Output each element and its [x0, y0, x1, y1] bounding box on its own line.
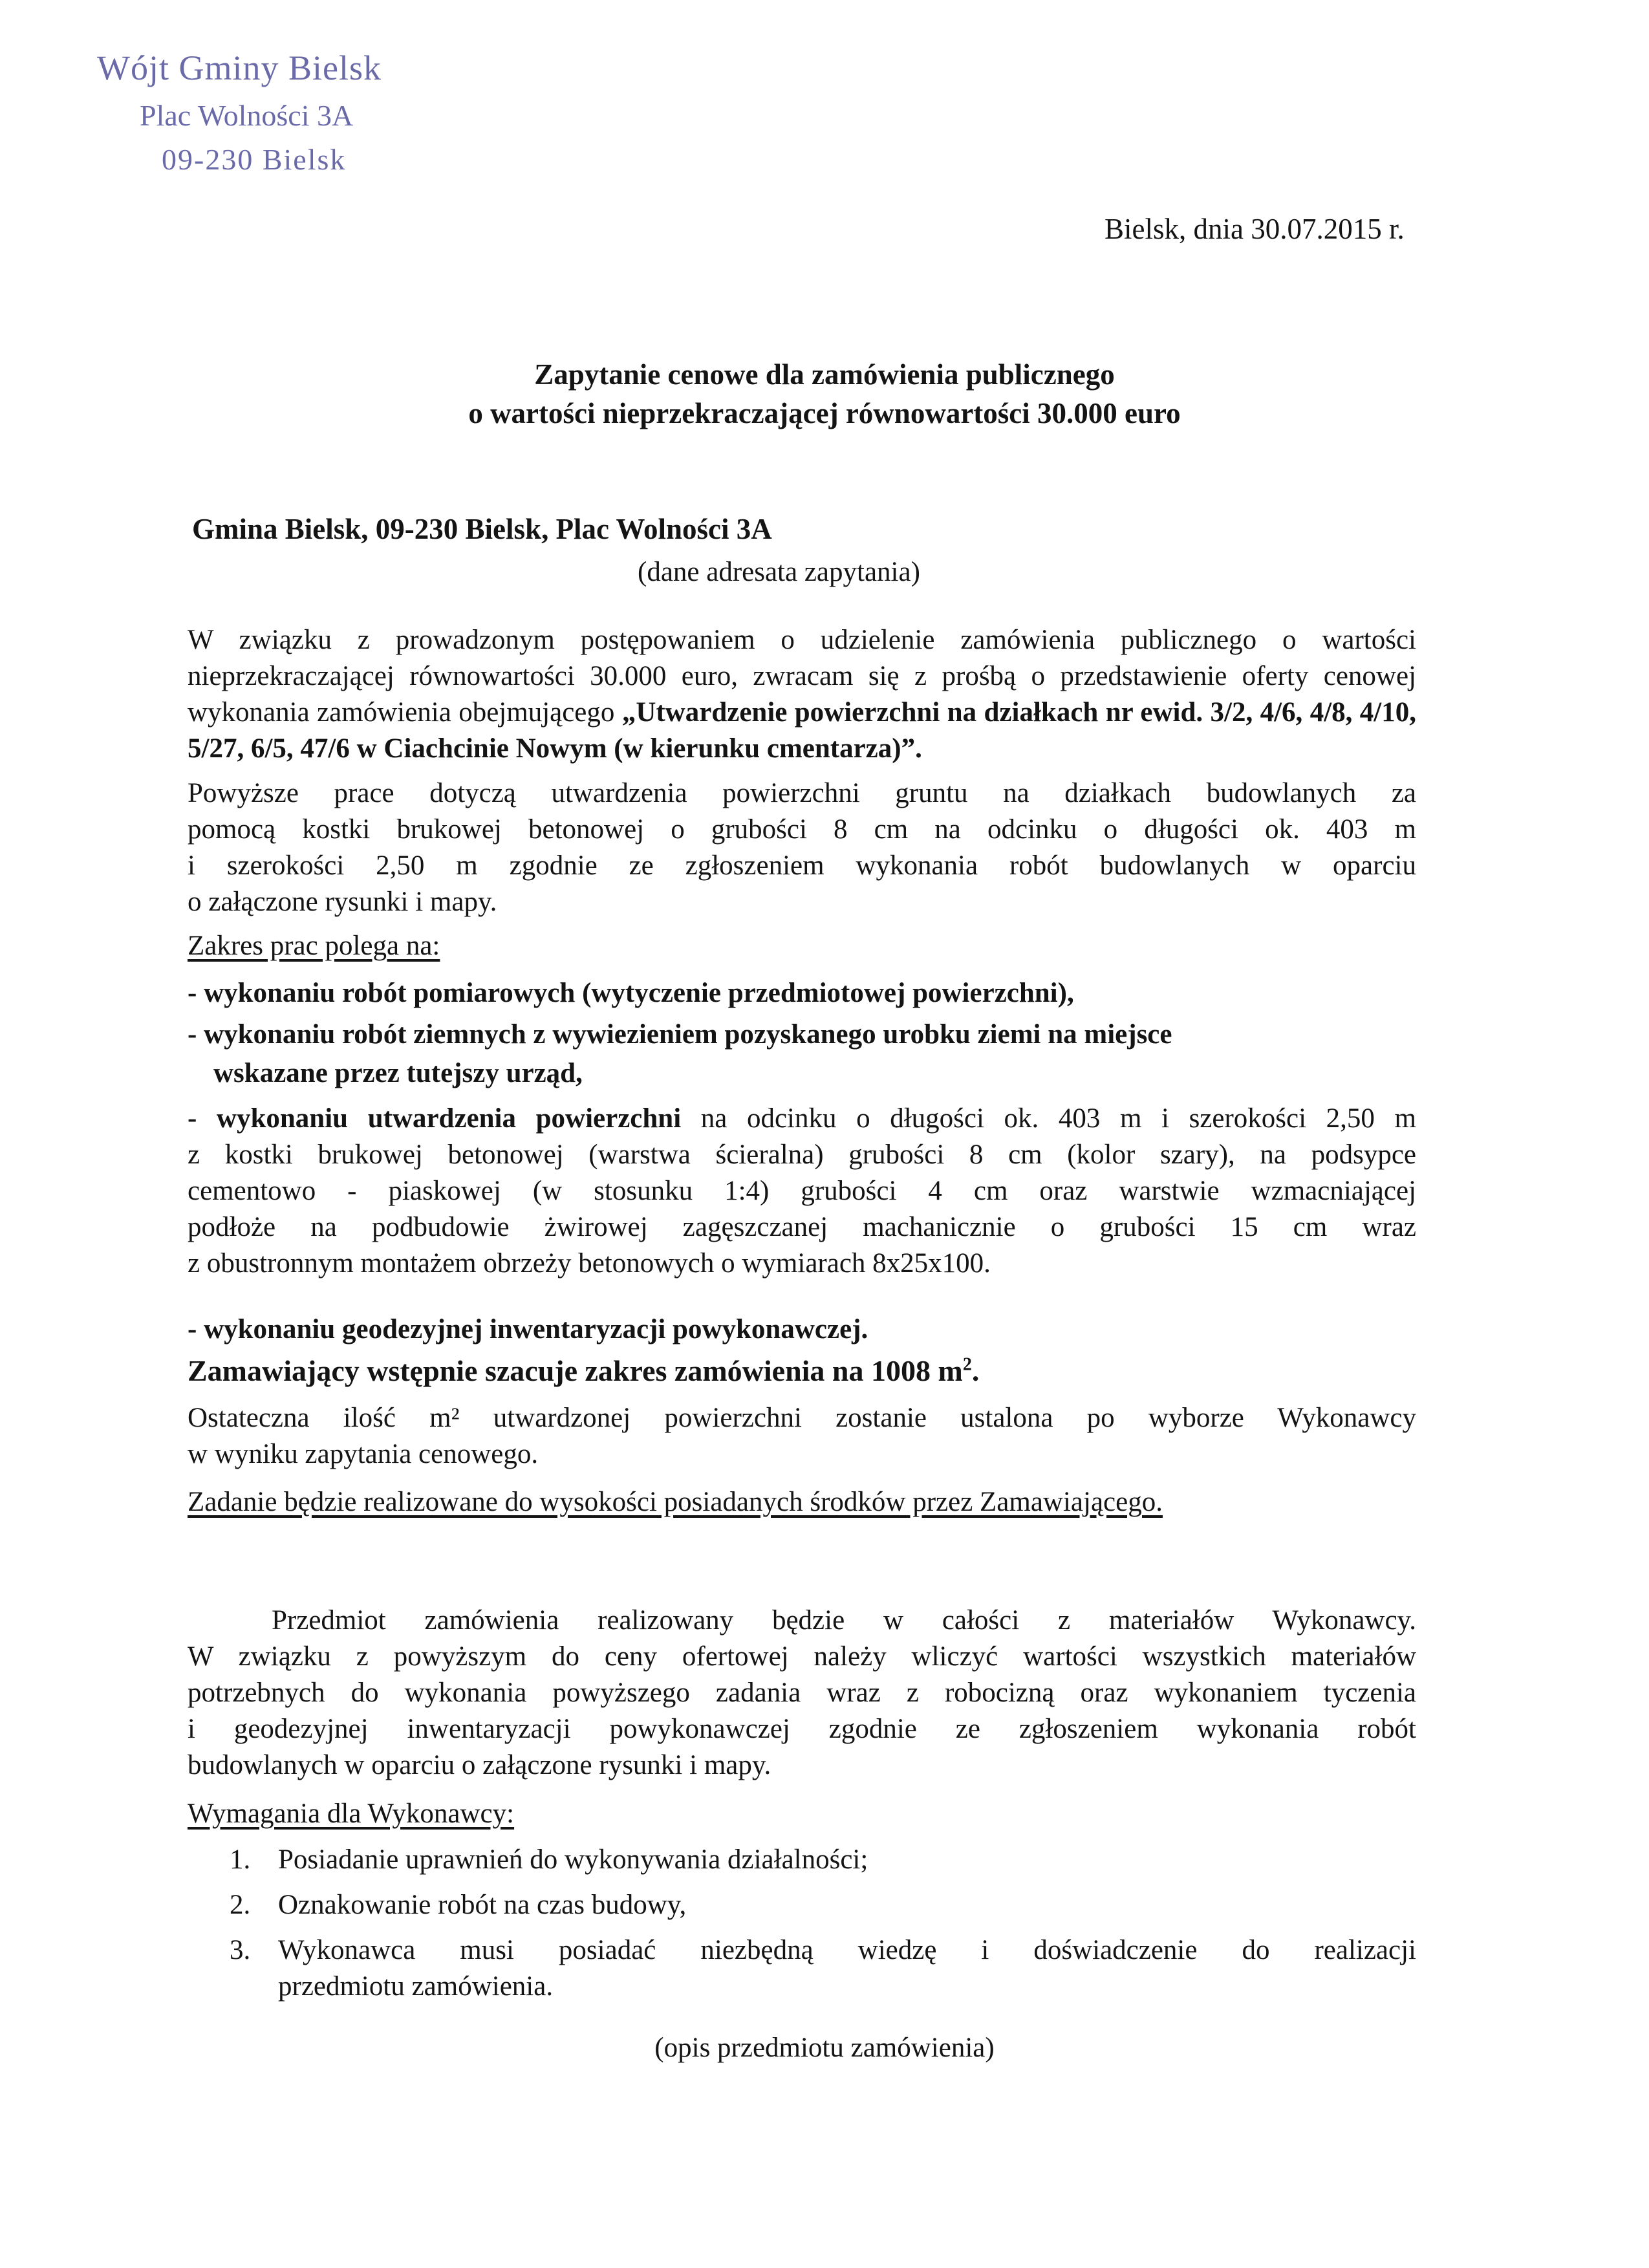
- estimate-text: Zamawiający wstępnie szacuje zakres zamówienia na 1008 m: [188, 1354, 963, 1387]
- requirement-text: Oznakowanie robót na czas budowy,: [278, 1890, 687, 1920]
- materials-line: Przedmiot zamówienia realizowany będzie w całości z materiałów Wykonawcy.: [272, 1605, 1416, 1636]
- scope-item-3-line: podłoże na podbudowie żwirowej zagęszczanej machanicznie o grubości 15 cm wraz: [188, 1212, 1416, 1242]
- requirement-item: [230, 1932, 1416, 2005]
- document-title-line2: o wartości nieprzekraczającej równowartości 30.000 euro: [468, 397, 1181, 429]
- scope-item-3: [188, 1101, 1416, 1282]
- estimate-statement: [188, 1354, 979, 1388]
- materials-paragraph: [188, 1603, 1416, 1784]
- scope-item-3-line: z obustronnym montażem obrzeży betonowych o wymiarach 8x25x100.: [188, 1248, 991, 1279]
- requirements-heading: Wymagania dla Wykonawcy:: [188, 1798, 515, 1829]
- funding-note: Zadanie będzie realizowane do wysokości posiadanych środków przez Zamawiającego.: [188, 1487, 1163, 1517]
- final-quantity-line: Ostateczna ilość m² utwardzonej powierzchni zostanie ustalona po wyborze Wykonawcy: [188, 1403, 1416, 1433]
- final-quantity-paragraph: [188, 1400, 1416, 1473]
- requirement-text: Posiadanie uprawnień do wykonywania działalności;: [278, 1844, 868, 1875]
- requirement-number: 1.: [230, 1844, 251, 1875]
- requirement-item: [230, 1887, 1416, 1923]
- estimate-end: .: [971, 1354, 980, 1387]
- intro-text: W związku z prowadzonym postępowaniem o udzielenie zamówienia publicznego o wartości nieprzekraczającej równowartości 30.000 euro, zwracam się z prośbą o przedstawienie oferty cenowej wykonania zamówienia obejmującego: [188, 625, 1416, 728]
- scope-item-3-line: cementowo - piaskowej (w stosunku 1:4) grubości 4 cm oraz warstwie wzmacniającej: [188, 1176, 1416, 1206]
- requirement-number: 3.: [230, 1935, 251, 1965]
- description-paragraph: [188, 775, 1416, 920]
- requirement-text: Wykonawca musi posiadać niezbędną wiedzę i doświadczenie do realizacji: [278, 1935, 1416, 1965]
- requirement-number: 2.: [230, 1890, 251, 1920]
- scope-item-3-rest: na odcinku o długości ok. 403 m i szerokości 2,50 m: [681, 1103, 1416, 1134]
- addressee-note: (dane adresata zapytania): [638, 557, 920, 587]
- requirement-item: [230, 1842, 1416, 1878]
- stamp-issuer: Wójt Gminy Bielsk: [97, 49, 382, 87]
- intro-task-name: „Utwardzenie powierzchni na działkach nr ewid. 3/2, 4/6, 4/8, 4/10, 5/27, 6/5, 47/6 w Ciachcinie Nowym (w kierunku cmentarza)”.: [188, 697, 1417, 764]
- stamp-street: Plac Wolności 3A: [140, 99, 354, 132]
- description-line: o załączone rysunki i mapy.: [188, 887, 497, 917]
- estimate-sup: 2: [962, 1354, 972, 1375]
- materials-line: budowlanych w oparciu o załączone rysunki i mapy.: [188, 1750, 771, 1780]
- description-line: Powyższe prace dotyczą utwardzenia powierzchni gruntu na działkach budowlanych za: [188, 778, 1416, 808]
- document-title-line1: Zapytanie cenowe dla zamówienia publicznego: [534, 358, 1115, 391]
- closing-note: (opis przedmiotu zamówienia): [654, 2033, 995, 2063]
- scope-item-2-continued: wskazane przez tutejszy urząd,: [213, 1058, 583, 1088]
- document-date: Bielsk, dnia 30.07.2015 r.: [1105, 213, 1405, 245]
- materials-line: W związku z powyższym do ceny ofertowej należy wliczyć wartości wszystkich materiałów: [188, 1641, 1416, 1672]
- final-quantity-line: w wyniku zapytania cenowego.: [188, 1439, 539, 1469]
- scope-item-4: - wykonaniu geodezyjnej inwentaryzacji powykonawczej.: [188, 1314, 868, 1345]
- scope-heading: Zakres prac polega na:: [188, 931, 440, 961]
- scope-item-1: - wykonaniu robót pomiarowych (wytyczenie przedmiotowej powierzchni),: [188, 978, 1074, 1008]
- description-line: pomocą kostki brukowej betonowej o grubości 8 cm na odcinku o długości ok. 403 m: [188, 814, 1416, 845]
- intro-paragraph: [188, 622, 1416, 767]
- requirement-text-continued: przedmiotu zamówienia.: [278, 1971, 554, 2002]
- addressee: Gmina Bielsk, 09-230 Bielsk, Plac Wolności 3A: [192, 513, 772, 545]
- stamp-zip-city: 09-230 Bielsk: [162, 143, 347, 176]
- description-line: i szerokości 2,50 m zgodnie ze zgłoszeniem wykonania robót budowlanych w oparciu: [188, 850, 1416, 881]
- materials-line: i geodezyjnej inwentaryzacji powykonawczej zgodnie ze zgłoszeniem wykonania robót: [188, 1714, 1416, 1744]
- scope-item-2: - wykonaniu robót ziemnych z wywiezieniem pozyskanego urobku ziemi na miejsce: [188, 1019, 1172, 1050]
- scope-item-3-line: z kostki brukowej betonowej (warstwa ścieralna) grubości 8 cm (kolor szary), na podsypce: [188, 1139, 1416, 1170]
- scope-item-3-lead: - wykonaniu utwardzenia powierzchni: [188, 1103, 682, 1134]
- materials-line: potrzebnych do wykonania powyższego zadania wraz z robocizną oraz wykonaniem tyczenia: [188, 1678, 1416, 1708]
